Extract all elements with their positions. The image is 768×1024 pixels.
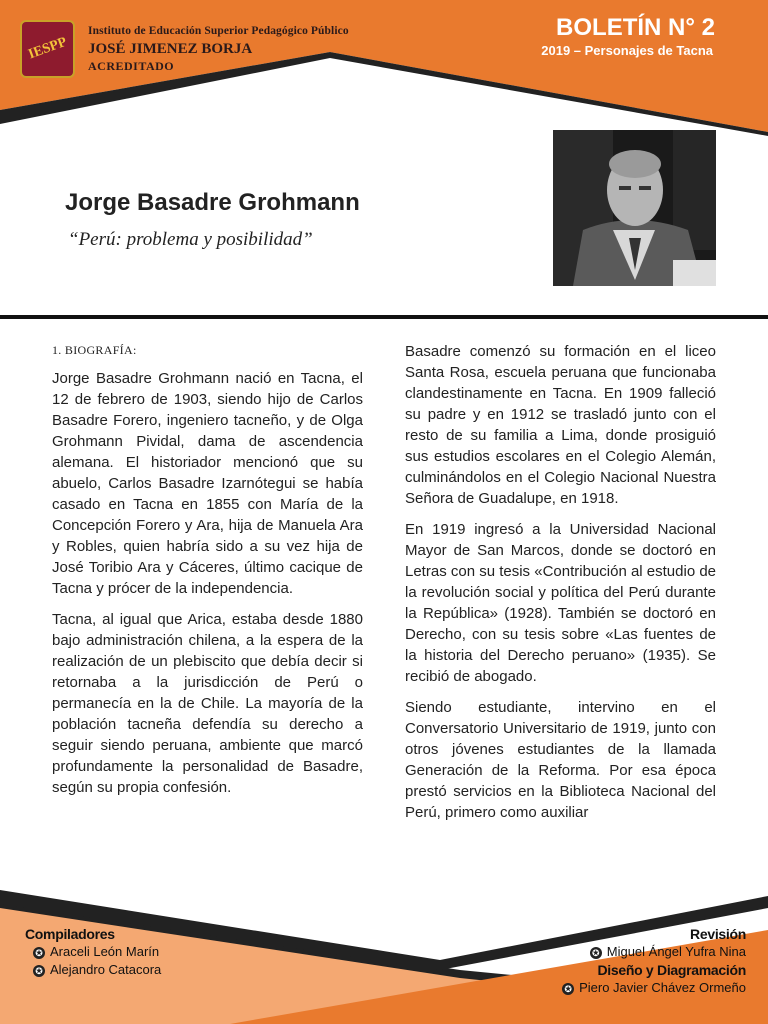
bulletin-title: BOLETÍN N° 2 <box>556 14 715 41</box>
compilers-title: Compiladores <box>25 926 115 942</box>
star-icon: ✪ <box>33 947 45 959</box>
profile-quote: “Perú: problema y posibilidad” <box>68 229 313 250</box>
accreditation-label: ACREDITADO <box>88 59 175 73</box>
biography-column-left <box>52 368 363 808</box>
bulletin-subtitle: 2019 – Personajes de Tacna <box>541 43 713 58</box>
institute-name: Instituto de Educación Superior Pedagógico Público <box>88 25 349 37</box>
paragraph: En 1919 ingresó a la Universidad Nacional Mayor de San Marcos, donde se doctoró en Letras con su tesis «Contribución al estudio de la revolución social y política del Perú durante la República» (1928). También se doctoró en Derecho, con su tesis sobre «Las fuentes de la historia del Derecho peruano» (1935). Se recibió de abogado. <box>405 521 717 685</box>
design-title: Diseño y Diagramación <box>597 962 746 978</box>
compiler-item: ✪ Araceli León Marín <box>33 944 159 959</box>
biography-column-right <box>405 341 716 833</box>
designer-item: ✪ Piero Javier Chávez Ormeño <box>562 980 746 995</box>
institute-logo: IESPP <box>20 20 75 78</box>
section-heading: 1. BIOGRAFÍA: <box>52 343 137 357</box>
review-title: Revisión <box>690 926 746 942</box>
reviewer-item: ✪ Miguel Ángel Yufra Nina <box>590 944 746 959</box>
paragraph: Basadre comenzó su formación en el liceo Santa Rosa, escuela peruana que funcionaba clandestinamente en Tacna. En 1909 falleció su padre y en 1912 se trasladó junto con el resto de su familia a Lima, donde prosiguió sus estudios escolares en el Colegio Alemán, culminándolos en el Colegio Nacional Nuestra Señora de Guadalupe, en 1918. <box>405 343 716 507</box>
paragraph: Siendo estudiante, intervino en el Conversatorio Universitario de 1919, junto con otros jóvenes estudiantes de la llamada Generación de la Reforma. Por esa época prestó servicios en la Biblioteca Nacional del Perú, primero como auxiliar <box>405 699 716 821</box>
paragraph: Jorge Basadre Grohmann nació en Tacna, el 12 de febrero de 1903, siendo hijo de Carlos Basadre Forero, ingeniero tacneño, y de Olga Grohmann Pividal, dama de ascendencia alemana. El historiador mencionó que su abuelo, Carlos Basadre Izarnótegui se había casado en Tacna en 1855 con María de la Concepción Forero y Ara, hija de Manuela Ara y Robles, quien habría sido a su vez hija de José Toribio Ara y Cáceres, último cacique de Tacna y prócer de la independencia. <box>52 370 363 597</box>
star-icon: ✪ <box>590 947 602 959</box>
section-divider <box>0 315 768 319</box>
institute-patron: JOSÉ JIMENEZ BORJA <box>88 41 253 57</box>
compiler-item: ✪ Alejandro Catacora <box>33 962 161 977</box>
star-icon: ✪ <box>33 965 45 977</box>
star-icon: ✪ <box>562 983 574 995</box>
paragraph: Tacna, al igual que Arica, estaba desde 1880 bajo administración chilena, a la espera de la realización de un plebiscito que debía decir si retornaba a la jurisdicción de Perú o permanecía en la de Chile. La mayoría de la población tacneña defendía su derecho a seguir siendo peruana, ambiente que marcó profundamente la personalidad de Basadre, según su propia confesión. <box>52 611 363 796</box>
portrait-photo <box>553 130 716 286</box>
profile-name: Jorge Basadre Grohmann <box>65 189 360 216</box>
